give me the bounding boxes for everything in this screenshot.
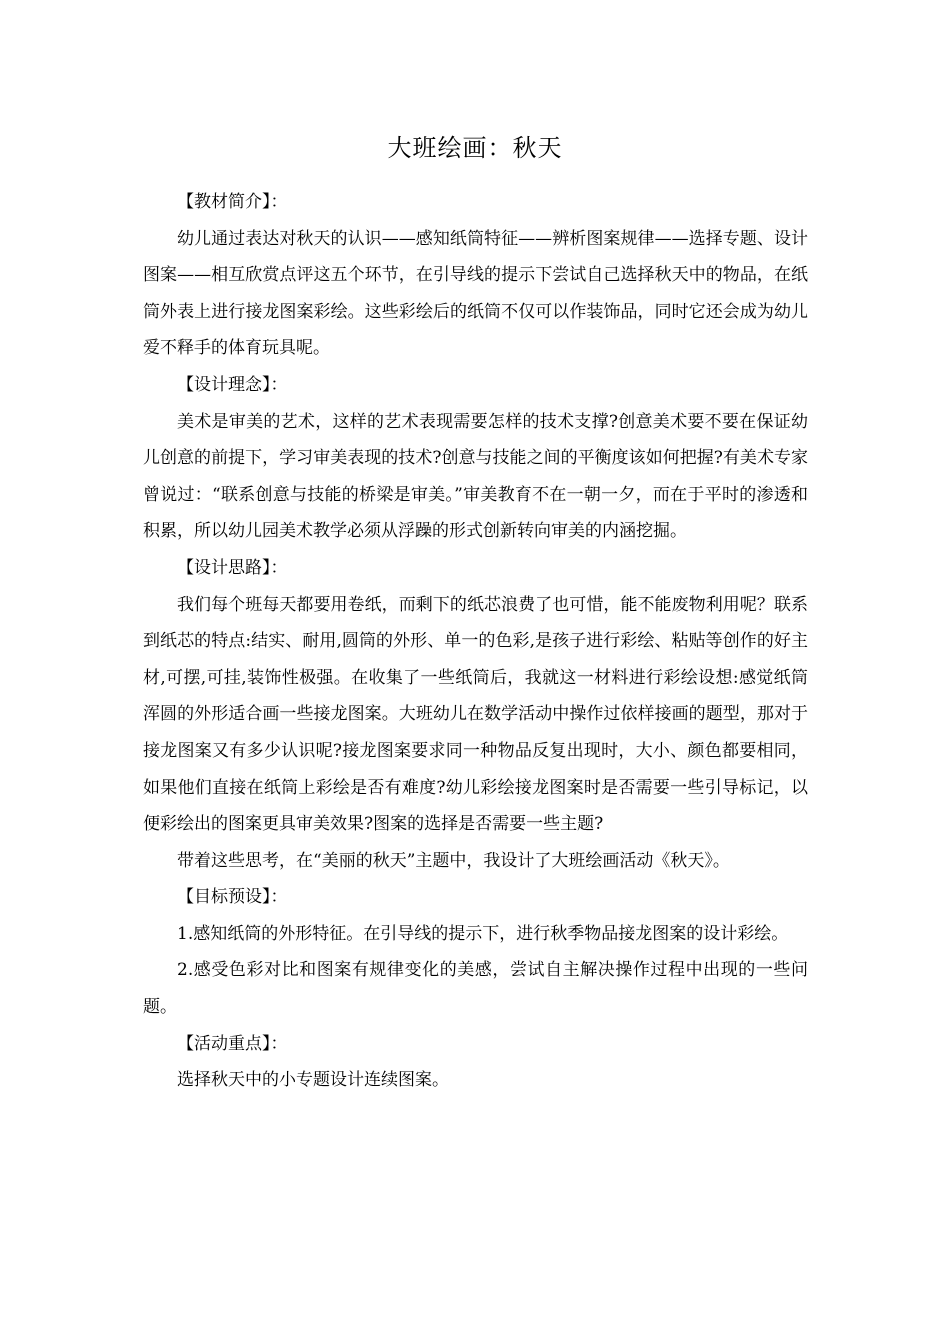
document-body bbox=[143, 184, 808, 1099]
paragraph-theme: 带着这些思考，在“美丽的秋天”主题中，我设计了大班绘画活动《秋天》。 bbox=[177, 850, 730, 871]
section-heading-materials: 【教材简介】： bbox=[177, 192, 288, 212]
section-heading-concept: 【设计理念】： bbox=[177, 374, 288, 395]
paragraph-approach: 我们每个班每天都要用卷纸，而剩下的纸芯浪费了也可惜，能不能废物利用呢？联系到纸芯的特点:结实、耐用,圆筒的外形、单一的色彩,是孩子进行彩绘、粘贴等创作的好主材,可摆,可挂,装饰性极强。在收集了一些纸筒后，我就这一材料进行彩绘设想:感觉纸筒浑圆的外形适合画一些接龙图案。大班幼儿在数学活动中操作过依样接画的题型，那对于接龙图案又有多少认识呢?接龙图案要求同一种物品反复出现时，大小、颜色都要相同，如果他们直接在纸筒上彩绘是否有难度?幼儿彩绘接龙图案时是否需要一些引导标记，以便彩绘出的图案更具审美效果?图案的选择是否需要一些主题? bbox=[143, 594, 808, 835]
section-heading-focus: 【活动重点】： bbox=[177, 1033, 288, 1054]
goal-item-2: 2.感受色彩对比和图案有规律变化的美感，尝试自主解决操作过程中出现的一些问题。 bbox=[143, 960, 808, 1018]
goal-item-1: 1.感知纸筒的外形特征。在引导线的提示下，进行秋季物品接龙图案的设计彩绘。 bbox=[177, 923, 789, 944]
section-heading-goals: 【目标预设】： bbox=[177, 887, 288, 908]
section-heading-approach: 【设计思路】： bbox=[177, 557, 288, 578]
paragraph-materials: 幼儿通过表达对秋天的认识——感知纸筒特征——辨析图案规律——选择专题、设计图案——相互欣赏点评这五个环节，在引导线的提示下尝试自己选择秋天中的物品，在纸筒外表上进行接龙图案彩绘。这些彩绘后的纸筒不仅可以作装饰品，同时它还会成为幼儿爱不释手的体育玩具呢。 bbox=[143, 228, 808, 359]
document-title: 大班绘画：秋天 bbox=[387, 134, 563, 162]
paragraph-concept: 美术是审美的艺术，这样的艺术表现需要怎样的技术支撑?创意美术要不要在保证幼儿创意的前提下，学习审美表现的技术?创意与技能之间的平衡度该如何把握?有美术专家曾说过：“联系创意与技能的桥梁是审美。”审美教育不在一朝一夕，而在于平时的渗透和积累，所以幼儿园美术教学必须从浮躁的形式创新转向审美的内涵挖掘。 bbox=[143, 411, 808, 542]
paragraph-focus: 选择秋天中的小专题设计连续图案。 bbox=[177, 1070, 449, 1091]
